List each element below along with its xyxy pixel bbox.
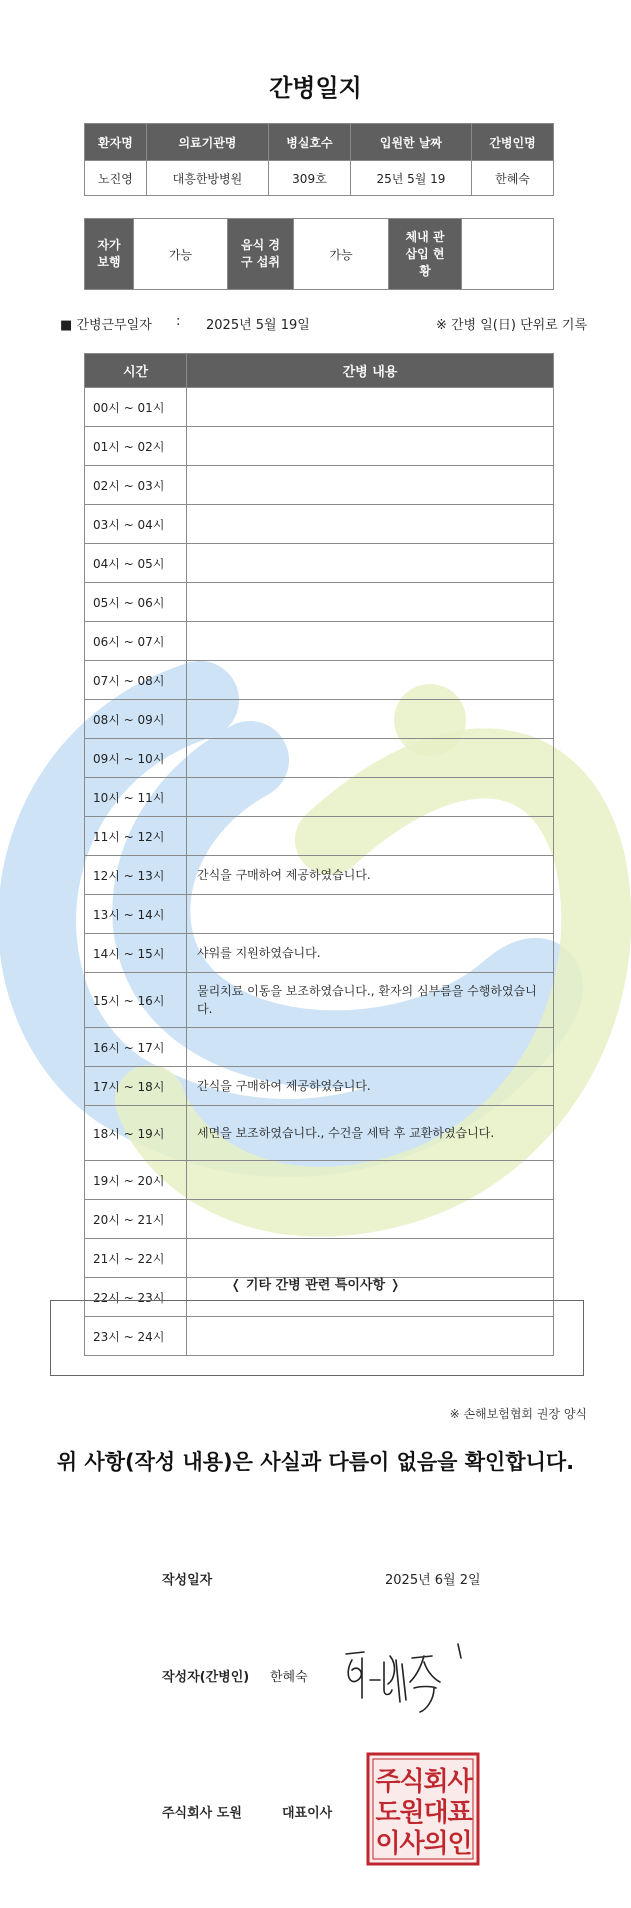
log-time: 20시 ~ 21시 [85, 1200, 187, 1239]
header-admission-date: 입원한 날짜 [350, 124, 471, 161]
company-seal [366, 1752, 480, 1866]
log-row [85, 544, 554, 583]
log-time: 12시 ~ 13시 [85, 856, 187, 895]
hospital-name: 대흥한방병원 [146, 161, 268, 196]
log-time: 13시 ~ 14시 [85, 895, 187, 934]
log-content [187, 466, 554, 505]
log-time: 02시 ~ 03시 [85, 466, 187, 505]
svg-text:식: 식 [399, 1767, 425, 1797]
tube-value [462, 219, 554, 290]
signature-image [340, 1640, 470, 1720]
log-content [187, 895, 554, 934]
work-date-note: ※ 간병 일(日) 단위로 기록 [435, 318, 587, 333]
log-content: 세면을 보조하였습니다., 수건을 세탁 후 교환하였습니다. [187, 1106, 554, 1161]
room-number: 309호 [268, 161, 350, 196]
log-time: 01시 ~ 02시 [85, 427, 187, 466]
log-content [187, 427, 554, 466]
log-content [187, 388, 554, 427]
log-row [85, 1067, 554, 1106]
svg-text:의: 의 [423, 1829, 449, 1859]
patient-status-table [84, 218, 554, 290]
log-content [187, 544, 554, 583]
svg-text:표: 표 [447, 1798, 473, 1828]
svg-text:이: 이 [375, 1829, 401, 1859]
log-time: 00시 ~ 01시 [85, 388, 187, 427]
log-content [187, 583, 554, 622]
header-caregiver: 간병인명 [472, 124, 554, 161]
work-date-value: 2025년 5월 19일 [206, 318, 310, 333]
log-time: 17시 ~ 18시 [85, 1067, 187, 1106]
log-content [187, 622, 554, 661]
log-row [85, 1106, 554, 1161]
ceo-label: 대표이사 [282, 1806, 333, 1821]
log-content [187, 1028, 554, 1067]
log-row [85, 1161, 554, 1200]
log-time: 07시 ~ 08시 [85, 661, 187, 700]
walk-label: 자가 보행 [85, 219, 134, 290]
meal-value: 가능 [294, 219, 389, 290]
remarks-title: ❬ 기타 간병 관련 특이사항 ❭ [230, 1278, 401, 1293]
header-patient-name: 환자명 [85, 124, 147, 161]
care-log-table [84, 353, 554, 1356]
log-time: 08시 ~ 09시 [85, 700, 187, 739]
log-row [85, 1239, 554, 1278]
log-time: 10시 ~ 11시 [85, 778, 187, 817]
log-row [85, 778, 554, 817]
date-label: 작성일자 [162, 1573, 213, 1588]
tube-label: 체내 관 삽입 현 황 [389, 219, 462, 290]
log-row [85, 739, 554, 778]
care-log-rows [85, 388, 554, 1356]
writer-label: 작성자(간병인) [162, 1670, 250, 1685]
log-row [85, 895, 554, 934]
log-time: 22시 ~ 23시 [85, 1278, 187, 1317]
log-time: 11시 ~ 12시 [85, 817, 187, 856]
date-value: 2025년 6월 2일 [385, 1573, 481, 1588]
log-content [187, 1239, 554, 1278]
confirmation-statement: 위 사항(작성 내용)은 사실과 다름이 없음을 확인합니다. [56, 1450, 575, 1474]
svg-text:대: 대 [423, 1798, 449, 1828]
log-row [85, 622, 554, 661]
svg-text:회: 회 [423, 1767, 449, 1797]
log-time: 05시 ~ 06시 [85, 583, 187, 622]
remarks-box [50, 1300, 584, 1376]
log-content: 간식을 구매하여 제공하였습니다. [187, 1067, 554, 1106]
log-row [85, 700, 554, 739]
log-time: 14시 ~ 15시 [85, 934, 187, 973]
log-content [187, 778, 554, 817]
header-hospital: 의료기관명 [146, 124, 268, 161]
walk-value: 가능 [134, 219, 228, 290]
log-row [85, 934, 554, 973]
svg-text:사: 사 [447, 1767, 473, 1797]
document-title: 간병일지 [269, 74, 362, 102]
log-row [85, 817, 554, 856]
log-row [85, 583, 554, 622]
meal-label: 음식 경 구 섭취 [228, 219, 294, 290]
log-row [85, 856, 554, 895]
log-time: 23시 ~ 24시 [85, 1317, 187, 1356]
log-row [85, 1028, 554, 1067]
log-content [187, 817, 554, 856]
header-content: 간병 내용 [187, 354, 554, 388]
patient-info-table [84, 123, 554, 196]
log-time: 09시 ~ 10시 [85, 739, 187, 778]
svg-text:도: 도 [375, 1798, 401, 1828]
header-time: 시간 [85, 354, 187, 388]
log-row [85, 661, 554, 700]
company-label: 주식회사 도원 [162, 1806, 242, 1821]
log-content [187, 1200, 554, 1239]
log-row [85, 1200, 554, 1239]
log-time: 19시 ~ 20시 [85, 1161, 187, 1200]
log-time: 04시 ~ 05시 [85, 544, 187, 583]
log-row [85, 388, 554, 427]
header-room: 병실호수 [268, 124, 350, 161]
log-time: 16시 ~ 17시 [85, 1028, 187, 1067]
log-content: 물리치료 이동을 보조하였습니다., 환자의 심부름을 수행하였습니다. [187, 973, 554, 1028]
writer-name: 한혜숙 [270, 1670, 308, 1685]
svg-text:인: 인 [447, 1829, 473, 1859]
log-content [187, 739, 554, 778]
log-row [85, 427, 554, 466]
admission-date: 25년 5월 19 [350, 161, 471, 196]
svg-text:주: 주 [375, 1767, 401, 1797]
work-date-label: ■ 간병근무일자 [60, 318, 152, 333]
log-row [85, 505, 554, 544]
log-content: 간식을 구매하여 제공하였습니다. [187, 856, 554, 895]
patient-name: 노진영 [85, 161, 147, 196]
caregiver-name: 한혜숙 [472, 161, 554, 196]
log-time: 06시 ~ 07시 [85, 622, 187, 661]
log-content: 샤워를 지원하였습니다. [187, 934, 554, 973]
log-row [85, 466, 554, 505]
log-time: 18시 ~ 19시 [85, 1106, 187, 1161]
log-time: 21시 ~ 22시 [85, 1239, 187, 1278]
log-content [187, 661, 554, 700]
svg-text:원: 원 [399, 1798, 425, 1828]
log-content [187, 505, 554, 544]
log-content [187, 700, 554, 739]
form-source-note: ※ 손해보험협회 권장 양식 [449, 1407, 587, 1421]
log-time: 15시 ~ 16시 [85, 973, 187, 1028]
log-time: 03시 ~ 04시 [85, 505, 187, 544]
svg-text:사: 사 [399, 1829, 425, 1859]
log-row [85, 973, 554, 1028]
log-content [187, 1161, 554, 1200]
work-date-separator: : [176, 314, 181, 329]
